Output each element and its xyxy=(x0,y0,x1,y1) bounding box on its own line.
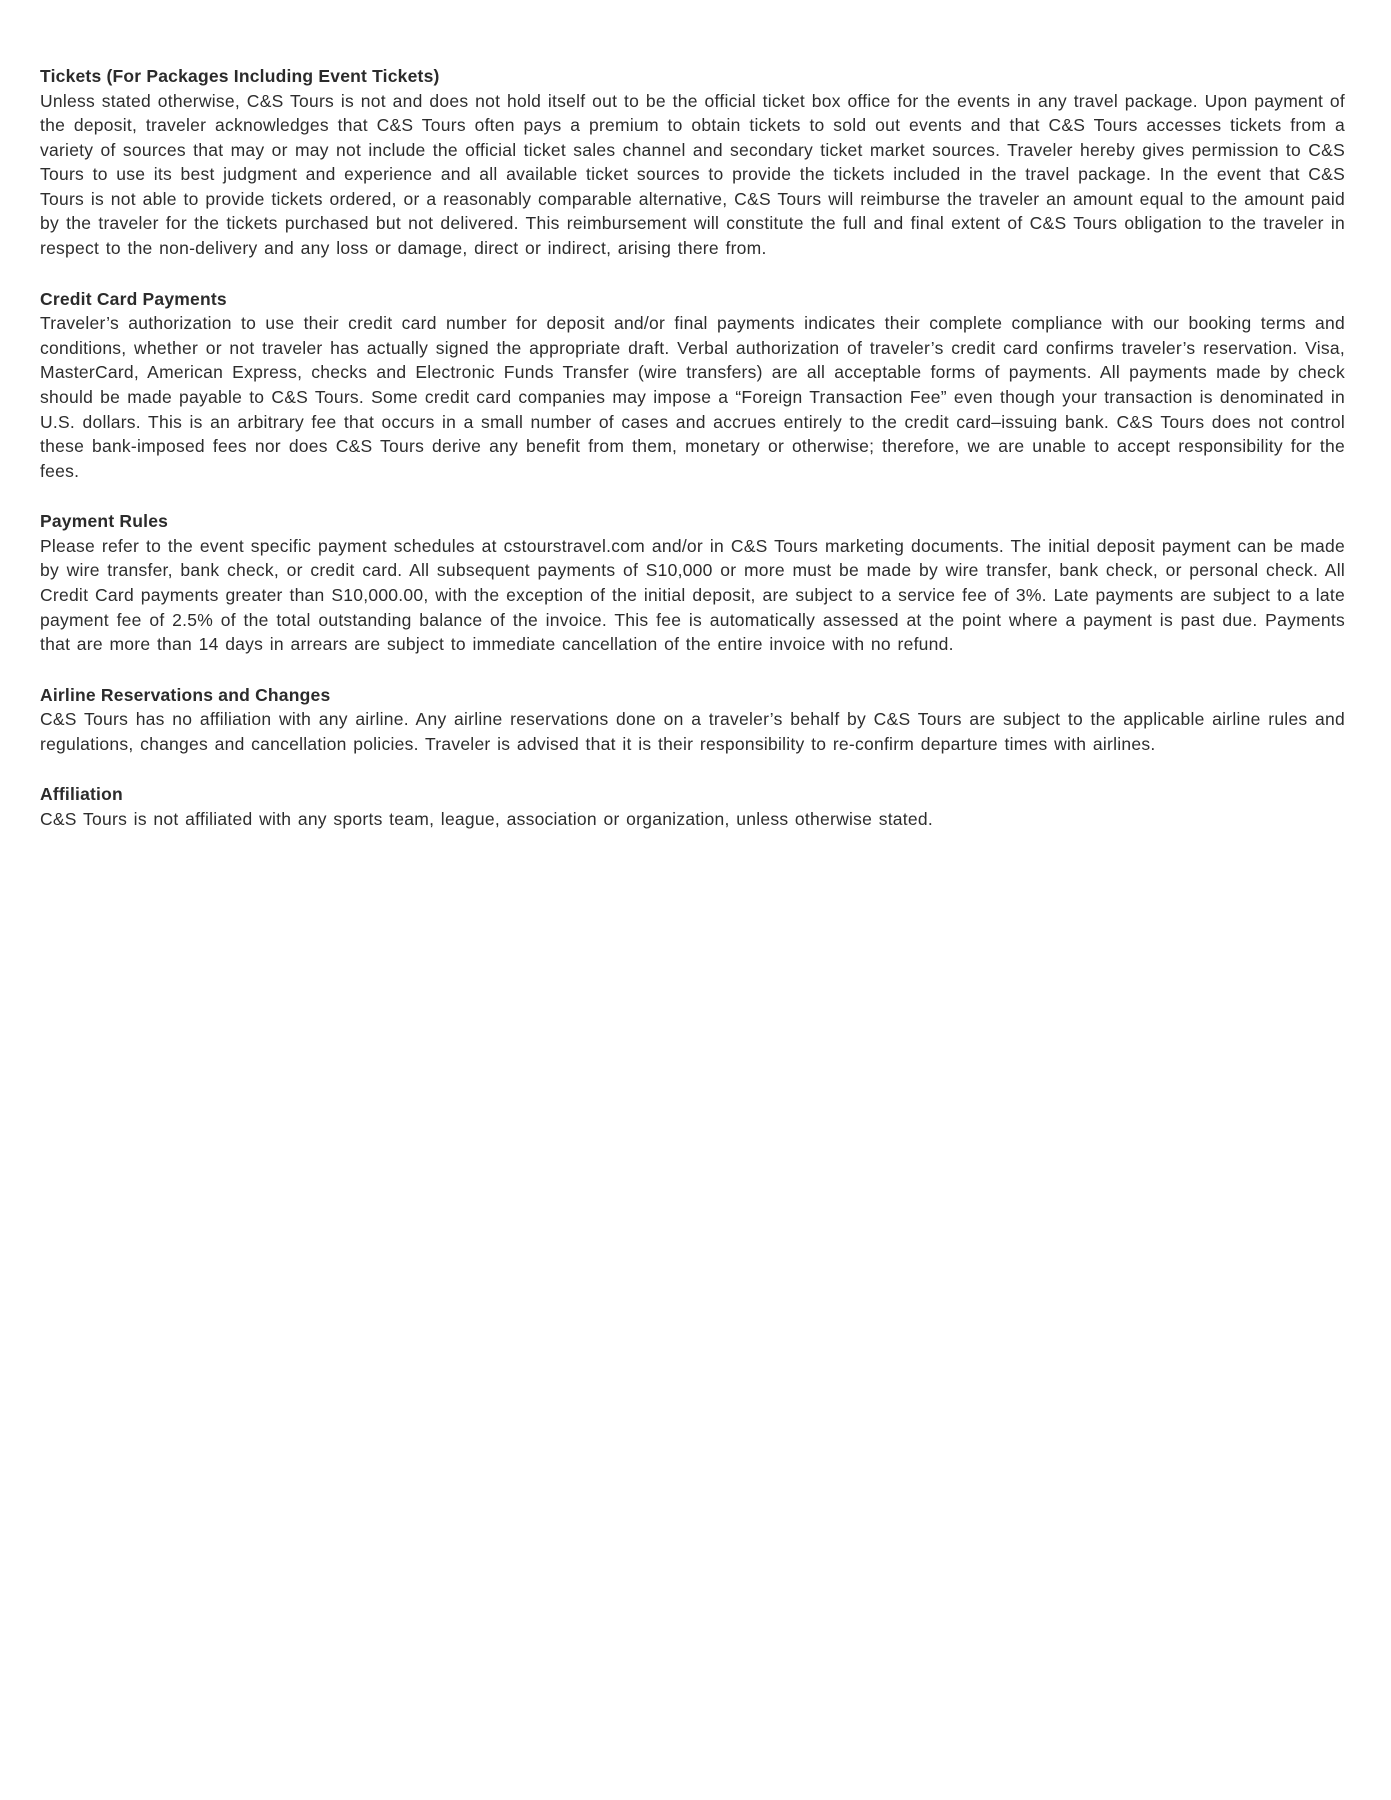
section-heading: Credit Card Payments xyxy=(40,288,227,309)
section-body: Traveler’s authorization to use their credit card number for deposit and/or final payments indicates their complete compliance with our booking terms and conditions, whether or not traveler has actually signed the appropriate draft. Verbal authorization of traveler’s credit card confirms traveler’s reservation. Visa, MasterCard, American Express, checks and Electronic Funds Transfer (wire transfers) are all acceptable forms of payments. All payments made by check should be made payable to C&S Tours. Some credit card companies may impose a “Foreign Transaction Fee” even though your transaction is denominated in U.S. dollars. This is an arbitrary fee that occurs in a small number of cases and accrues entirely to the credit card–issuing bank. C&S Tours does not control these bank-imposed fees nor does C&S Tours derive any benefit from them, monetary or otherwise; therefore, we are unable to accept responsibility for the fees. xyxy=(40,313,1345,481)
section-payment-rules xyxy=(40,509,1345,656)
section-credit-card-payments xyxy=(40,287,1345,484)
section-heading: Affiliation xyxy=(40,784,123,805)
section-body: Please refer to the event specific payment schedules at cstourstravel.com and/or in C&S Tours marketing documents. The initial deposit payment can be made by wire transfer, bank check, or credit card. All subsequent payments of S10,000 or more must be made by wire transfer, bank check, or personal check. All Credit Card payments greater than S10,000.00, with the exception of the initial deposit, are subject to a service fee of 3%. Late payments are subject to a late payment fee of 2.5% of the total outstanding balance of the invoice. This fee is automatically assessed at the point where a payment is past due. Payments that are more than 14 days in arrears are subject to immediate cancellation of the entire invoice with no refund. xyxy=(40,535,1345,655)
section-body: C&S Tours is not affiliated with any sports team, league, association or organization, unless otherwise stated. xyxy=(40,808,933,829)
section-heading: Tickets (For Packages Including Event Tickets) xyxy=(40,66,440,86)
section-airline-reservations xyxy=(40,683,1345,757)
section-heading: Payment Rules xyxy=(40,511,169,532)
section-affiliation xyxy=(40,782,1345,831)
section-tickets xyxy=(40,64,1345,261)
section-heading: Airline Reservations and Changes xyxy=(40,684,331,705)
section-body: C&S Tours has no affiliation with any airline. Any airline reservations done on a traveler’s behalf by C&S Tours are subject to the applicable airline rules and regulations, changes and cancellation policies. Traveler is advised that it is their responsibility to re-confirm departure times with airlines. xyxy=(40,709,1345,754)
section-body: Unless stated otherwise, C&S Tours is not and does not hold itself out to be the official ticket box office for the events in any travel package. Upon payment of the deposit, traveler acknowledges that C&S Tours often pays a premium to obtain tickets to sold out events and that C&S Tours accesses tickets from a variety of sources that may or may not include the official ticket sales channel and secondary ticket market sources. Traveler hereby gives permission to C&S Tours to use its best judgment and experience and all available ticket sources to provide the tickets included in the travel package. In the event that C&S Tours is not able to provide tickets ordered, or a reasonably comparable alternative, C&S Tours will reimburse the traveler an amount equal to the amount paid by the traveler for the tickets purchased but not delivered. This reimbursement will constitute the full and final extent of C&S Tours obligation to the traveler in respect to the non-delivery and any loss or damage, direct or indirect, arising there from. xyxy=(40,90,1345,259)
